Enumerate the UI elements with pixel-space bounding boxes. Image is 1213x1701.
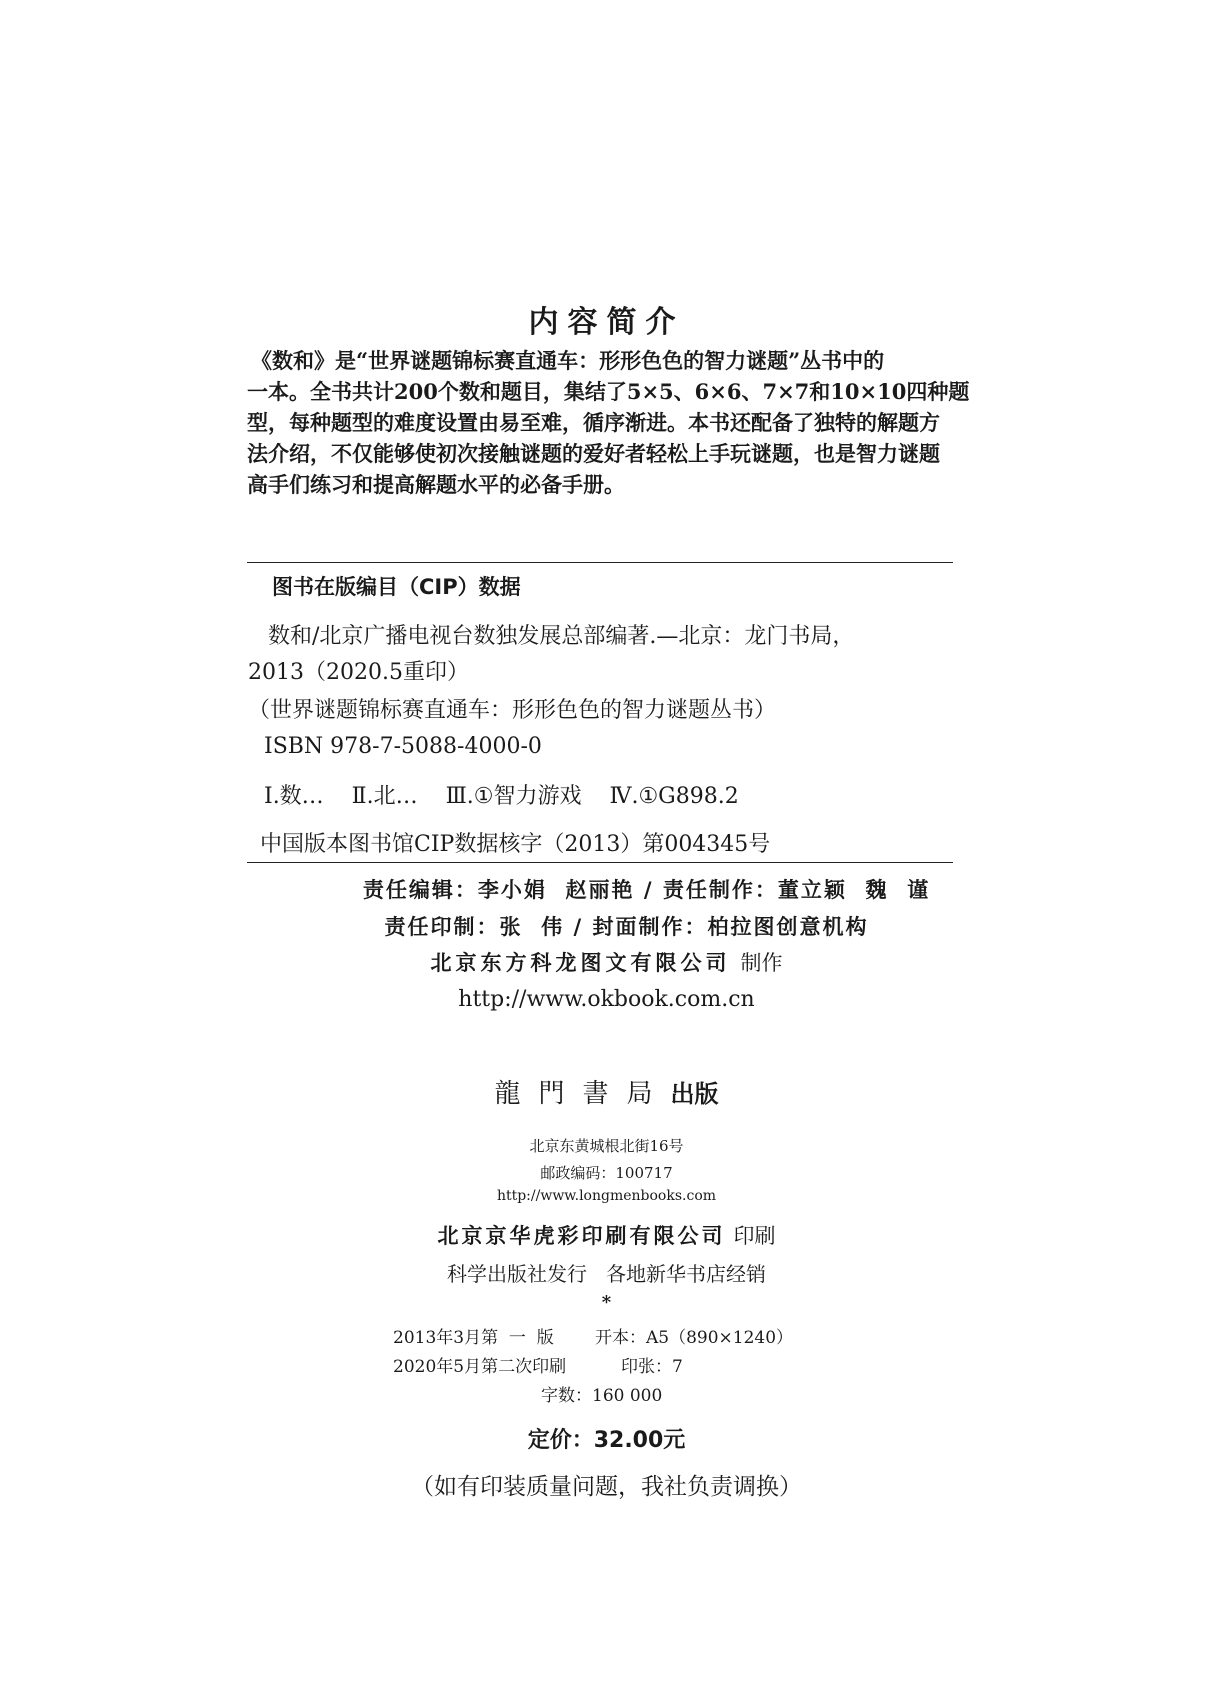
producer-name: 北京东方科龙图文有限公司 xyxy=(430,950,731,975)
price: 定价：32.00元 xyxy=(527,1428,686,1453)
intro-line: 一本。全书共计200个数和题目，集结了5×5、6×6、7×7和10×10四种题 xyxy=(247,379,970,404)
cip-heading: 图书在版编目（CIP）数据 xyxy=(272,575,521,599)
cip-top-divider xyxy=(247,562,953,563)
printer-name: 北京京华虎彩印刷有限公司 xyxy=(437,1223,726,1248)
cip-date-line: 2013（2020.5重印） xyxy=(248,660,469,685)
publisher-name: 龍門書局 xyxy=(494,1079,671,1109)
cip-classification: Ⅰ.数… Ⅱ.北… Ⅲ.①智力游戏 Ⅳ.①G898.2 xyxy=(264,784,739,809)
printer-line xyxy=(0,1220,1213,1250)
producer-suffix: 制作 xyxy=(740,951,783,975)
cip-series-line: （世界谜题锦标赛直通车：形形色色的智力谜题丛书） xyxy=(248,698,777,723)
printer-suffix: 印刷 xyxy=(733,1224,776,1248)
publisher-address: 北京东黄城根北街16号 xyxy=(529,1137,684,1155)
cip-bottom-divider xyxy=(247,862,953,863)
publisher-suffix: 出版 xyxy=(670,1080,719,1108)
editors-line: 责任编辑：李小娟 赵丽艳 / 责任制作：董立颖 魏 谨 xyxy=(362,878,931,902)
separator-star: * xyxy=(601,1292,612,1313)
sheets-info: 印张：7 xyxy=(621,1357,683,1377)
intro-line: 《数和》是“世界谜题锦标赛直通车：形形色色的智力谜题”丛书中的 xyxy=(251,348,885,373)
distribution-line: 科学出版社发行 各地新华书店经销 xyxy=(446,1262,767,1286)
format-info: 开本：A5（890×1240） xyxy=(595,1328,794,1348)
intro-paragraph xyxy=(247,345,970,500)
reprint-info: 2020年5月第二次印刷 xyxy=(393,1357,567,1377)
cip-title-line: 数和/北京广播电视台数独发展总部编著.—北京：龙门书局， xyxy=(268,624,855,649)
word-count: 字数：160 000 xyxy=(541,1386,663,1406)
producer-line xyxy=(0,947,1213,977)
cip-isbn: ISBN 978-7-5088-4000-0 xyxy=(264,734,542,759)
producer-url: http://www.okbook.com.cn xyxy=(458,987,755,1012)
cip-number: 中国版本图书馆CIP数据核字（2013）第004345号 xyxy=(260,832,771,857)
intro-title: 内容简介 xyxy=(528,305,685,340)
intro-line: 法介绍，不仅能够使初次接触谜题的爱好者轻松上手玩谜题，也是智力谜题 xyxy=(247,441,940,466)
edition-info: 2013年3月第 一 版 xyxy=(393,1328,554,1348)
intro-line: 高手们练习和提高解题水平的必备手册。 xyxy=(247,472,625,497)
quality-notice: （如有印装质量问题，我社负责调换） xyxy=(411,1474,802,1500)
production-line: 责任印制：张 伟 / 封面制作：柏拉图创意机构 xyxy=(384,915,869,939)
intro-line: 型，每种题型的难度设置由易至难，循序渐进。本书还配备了独特的解题方 xyxy=(247,410,940,435)
publisher-postcode: 邮政编码：100717 xyxy=(540,1164,673,1182)
publisher-line xyxy=(0,1073,1213,1110)
publisher-url: http://www.longmenbooks.com xyxy=(496,1188,717,1204)
